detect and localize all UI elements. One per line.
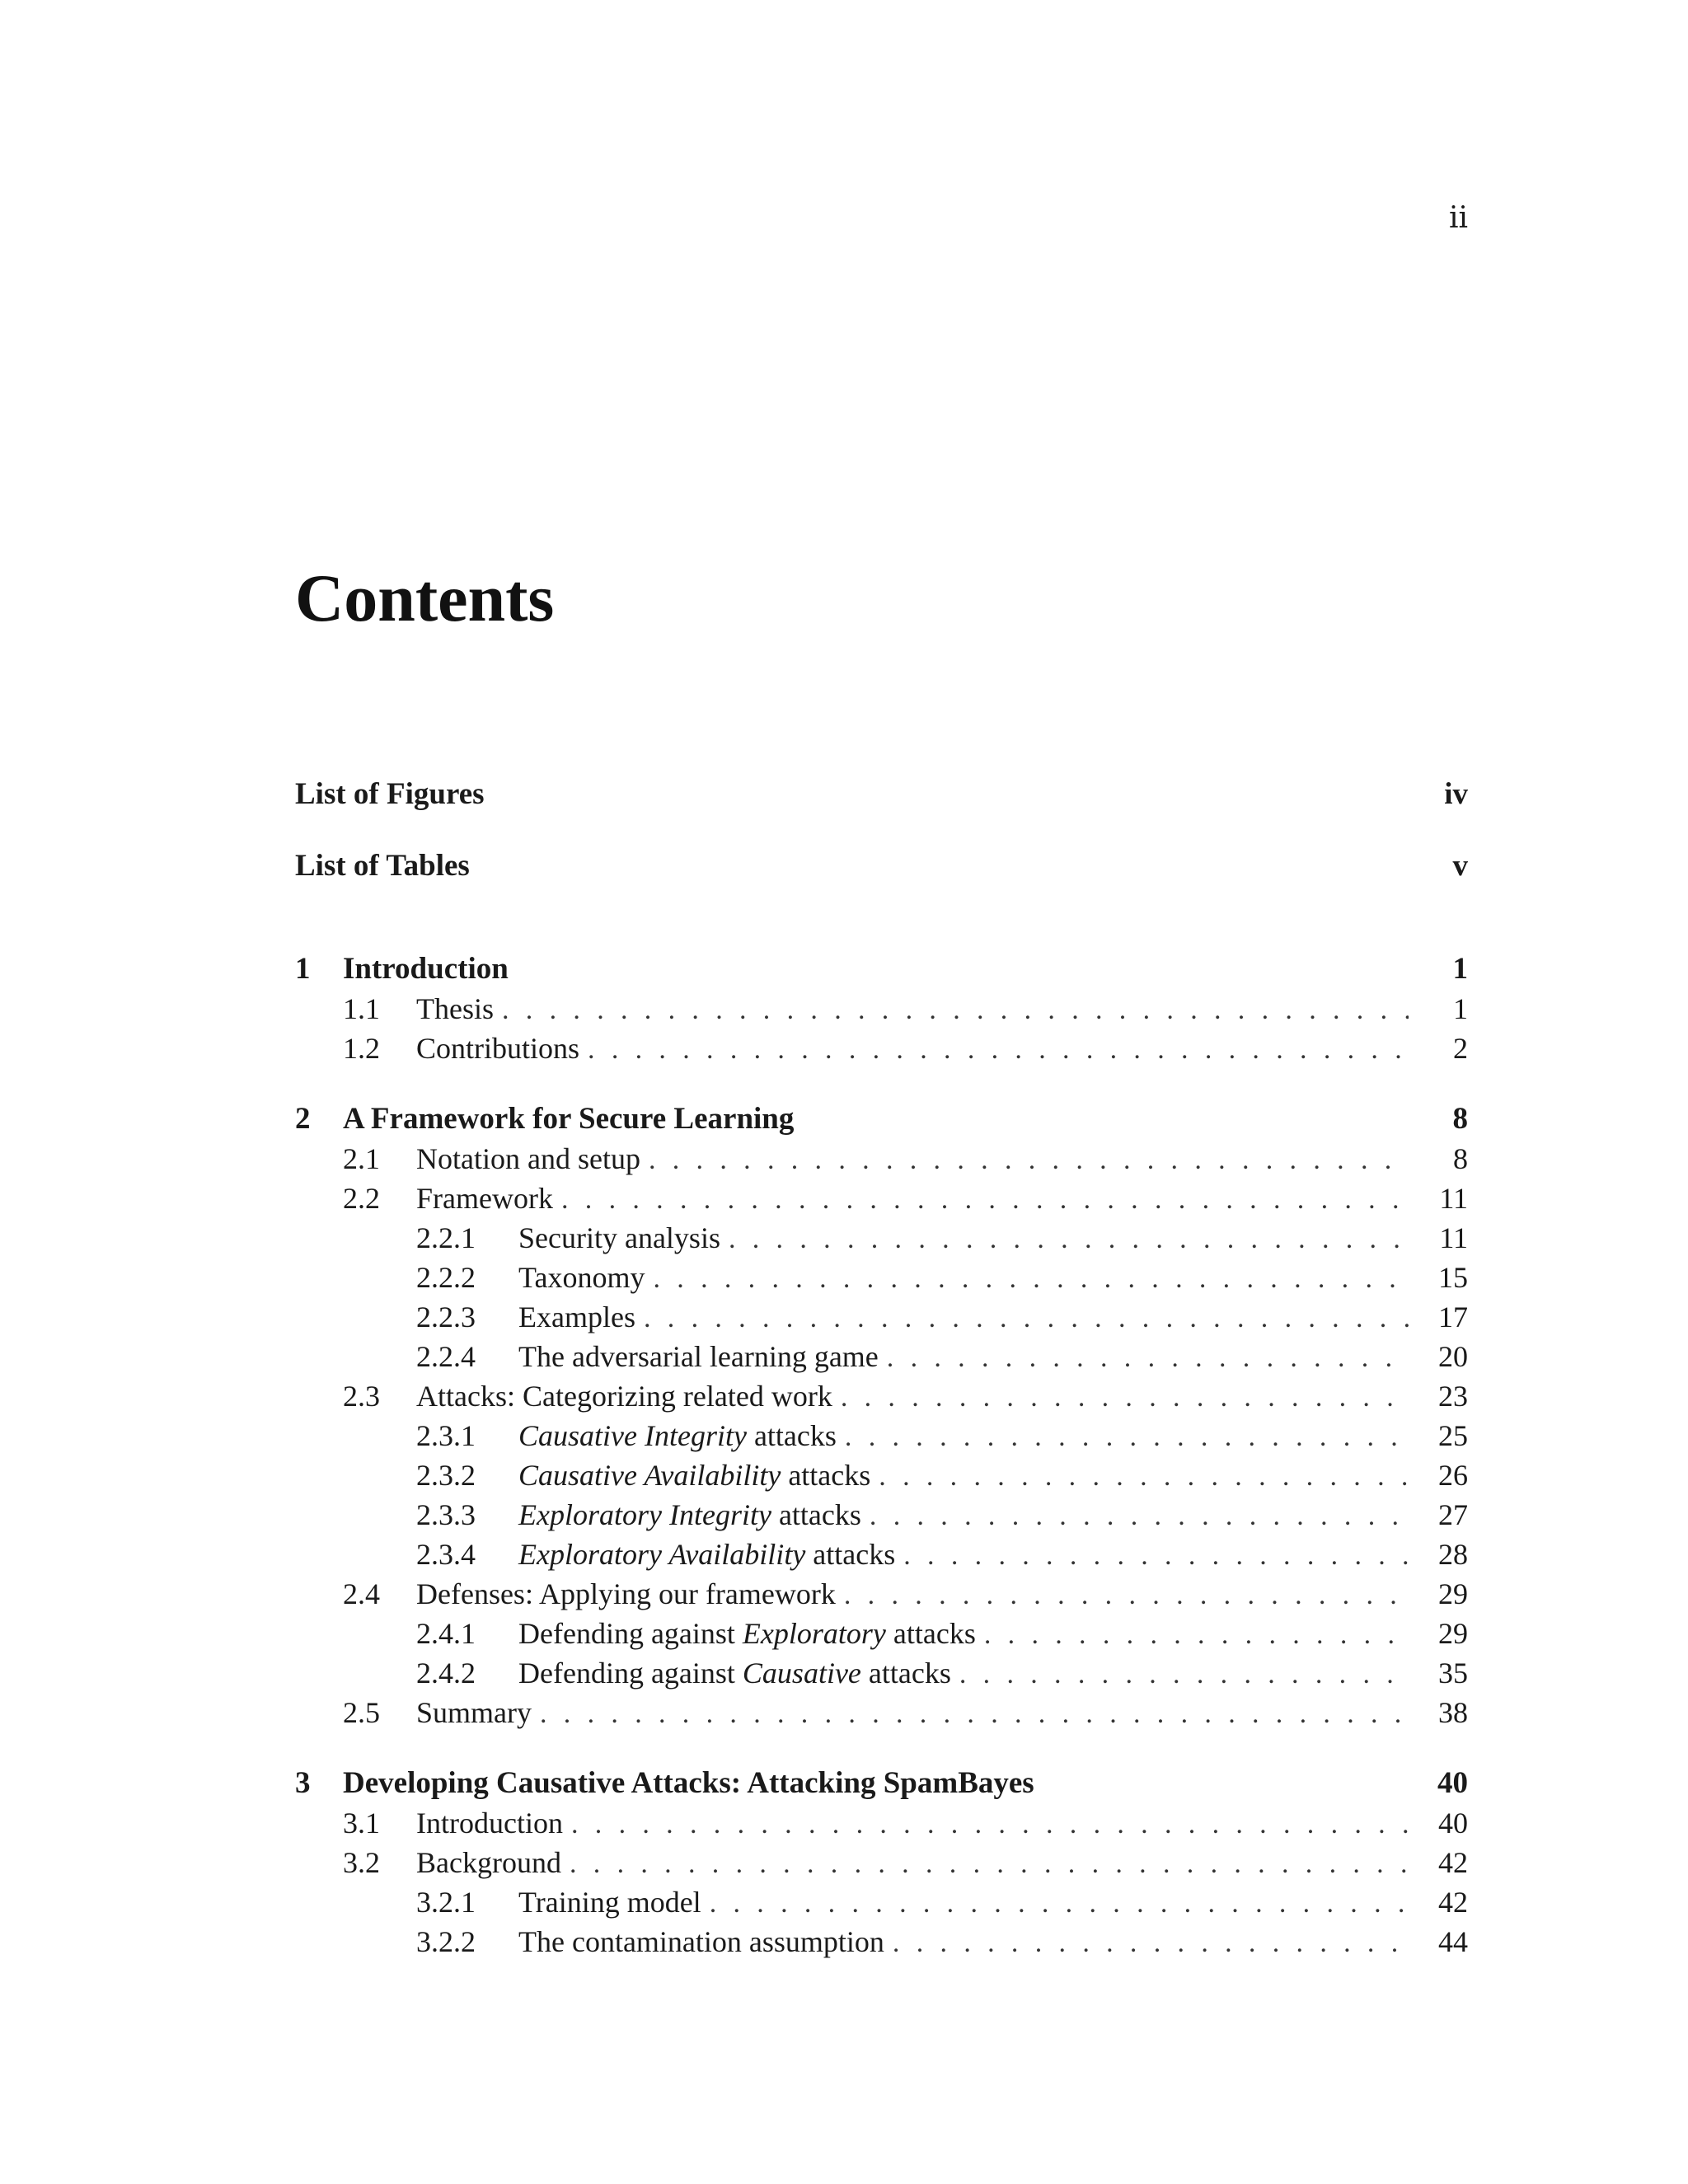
toc-entry-subsec[interactable] — [295, 1657, 1468, 1696]
dot-leader — [879, 1342, 1409, 1375]
toc-entry-page: 29 — [1438, 1617, 1468, 1650]
toc-entry-sec[interactable] — [295, 1696, 1468, 1736]
toc-entry-page: 2 — [1453, 1032, 1468, 1065]
toc-entry-title-text: A Framework for Secure Learning — [343, 1102, 795, 1136]
toc-entry-number: 2.2.4 — [416, 1340, 476, 1373]
toc-entry-title-text: Summary — [416, 1696, 532, 1729]
toc-entry-subsec[interactable] — [295, 1925, 1468, 1965]
dot-leader — [861, 1500, 1409, 1533]
toc-entry-title-text: attacks — [771, 1498, 861, 1531]
toc-entry-chapter[interactable] — [295, 953, 1468, 992]
toc-entry-page: 28 — [1438, 1538, 1468, 1571]
toc-entry-subsec[interactable] — [295, 1498, 1468, 1538]
toc-entry-page: 40 — [1437, 1766, 1468, 1800]
toc-entry-number: 2.2 — [343, 1182, 380, 1215]
page-title: Contents — [295, 560, 555, 635]
toc-entry-number: 2.3.3 — [416, 1498, 476, 1531]
page-number: ii — [1448, 201, 1468, 235]
dot-leader — [494, 994, 1409, 1027]
toc-entry-page: 26 — [1438, 1459, 1468, 1492]
dot-leader — [884, 1927, 1409, 1960]
toc-entry-number: 2.4 — [343, 1577, 380, 1610]
toc-entry-page: 42 — [1438, 1886, 1468, 1919]
toc-entry-sec[interactable] — [295, 1142, 1468, 1182]
toc-entry-title-text: Training model — [518, 1886, 701, 1919]
toc-entry-number: 2.2.2 — [416, 1261, 476, 1294]
toc-entry-title — [416, 1846, 561, 1879]
toc-entry-title-text: Notation and setup — [416, 1142, 640, 1175]
toc-entry-page: 20 — [1438, 1340, 1468, 1373]
toc-entry-title — [343, 1103, 794, 1136]
dot-leader — [895, 1540, 1409, 1572]
toc-entry-title — [518, 1261, 645, 1294]
toc-entry-page: 29 — [1438, 1577, 1468, 1610]
toc-entry-number: 2.4.2 — [416, 1657, 476, 1690]
dot-leader — [720, 1223, 1409, 1256]
toc-entry-title — [416, 1577, 836, 1610]
toc-entry-title — [416, 1696, 532, 1729]
toc-entry-title-italic: Causative Integrity — [518, 1419, 747, 1452]
toc-entry-page: 23 — [1438, 1380, 1468, 1413]
toc-entry-title-text: Taxonomy — [518, 1261, 645, 1294]
dot-leader — [701, 1887, 1409, 1920]
dot-leader — [645, 1263, 1409, 1296]
toc-entry-subsec[interactable] — [295, 1340, 1468, 1380]
toc-entry-subsec[interactable] — [295, 1261, 1468, 1301]
table-of-contents — [295, 778, 1468, 1965]
toc-entry-number: 2.5 — [343, 1696, 380, 1729]
toc-entry-sec[interactable] — [295, 1807, 1468, 1846]
toc-entry-page: 11 — [1439, 1182, 1468, 1215]
toc-entry-page: 8 — [1452, 1102, 1468, 1136]
toc-entry-page: 27 — [1438, 1498, 1468, 1531]
dot-leader — [563, 1808, 1409, 1841]
toc-entry-subsec[interactable] — [295, 1419, 1468, 1459]
toc-entry-page: 11 — [1439, 1221, 1468, 1254]
toc-entry-chapter[interactable] — [295, 1767, 1468, 1807]
toc-entry-number: 2.3.2 — [416, 1459, 476, 1492]
toc-entry-title-text: attacks — [805, 1538, 896, 1571]
toc-entry-title-text: attacks — [885, 1617, 976, 1650]
toc-entry-title — [518, 1459, 870, 1492]
dot-leader — [561, 1848, 1409, 1881]
toc-entry-title — [416, 1142, 640, 1175]
toc-entry-title-italic: Causative Availability — [518, 1459, 781, 1492]
toc-entry-title — [416, 992, 494, 1025]
toc-entry-number: 1.1 — [343, 992, 380, 1025]
toc-entry-page: 1 — [1453, 992, 1468, 1025]
toc-entry-title-text: attacks — [860, 1657, 951, 1690]
toc-entry-title — [416, 1380, 832, 1413]
toc-entry-title-italic: Causative — [742, 1657, 861, 1690]
toc-entry-title — [295, 850, 470, 883]
toc-entry-title-text: Introduction — [343, 952, 509, 986]
toc-entry-title-text: Developing Causative Attacks: Attacking SpamBayes — [343, 1766, 1034, 1800]
toc-entry-title — [343, 1767, 1034, 1800]
dot-leader — [976, 1619, 1409, 1652]
dot-leader — [640, 1144, 1409, 1177]
toc-entry-number: 3 — [295, 1766, 311, 1800]
toc-entry-number: 3.1 — [343, 1807, 380, 1840]
toc-entry-number: 1 — [295, 952, 311, 986]
toc-entry-subsec[interactable] — [295, 1886, 1468, 1925]
dot-leader — [635, 1302, 1409, 1335]
dot-leader — [836, 1579, 1409, 1612]
toc-entry-page: 40 — [1438, 1807, 1468, 1840]
toc-entry-page: 44 — [1438, 1925, 1468, 1958]
toc-entry-page: 25 — [1438, 1419, 1468, 1452]
toc-entry-number: 2.4.1 — [416, 1617, 476, 1650]
toc-entry-title — [518, 1538, 895, 1571]
toc-entry-number: 3.2.1 — [416, 1886, 476, 1919]
toc-entry-page: 15 — [1438, 1261, 1468, 1294]
toc-entry-title-text: Examples — [518, 1301, 635, 1333]
toc-entry-sec[interactable] — [295, 1380, 1468, 1419]
toc-entry-title — [518, 1886, 701, 1919]
toc-entry-title — [518, 1301, 635, 1333]
toc-entry-title-text: Security analysis — [518, 1221, 720, 1254]
toc-entry-title-text: Contributions — [416, 1032, 580, 1065]
toc-entry-title-text: Introduction — [416, 1807, 563, 1840]
toc-entry-sec[interactable] — [295, 1846, 1468, 1886]
toc-entry-number: 2 — [295, 1102, 311, 1136]
toc-entry-subsec[interactable] — [295, 1538, 1468, 1577]
toc-entry-title — [518, 1221, 720, 1254]
toc-entry-page: 17 — [1438, 1301, 1468, 1333]
toc-entry-title — [518, 1657, 951, 1690]
toc-entry-title — [518, 1498, 861, 1531]
toc-entry-title — [518, 1925, 884, 1958]
toc-entry-title — [295, 778, 485, 811]
dot-leader — [870, 1460, 1409, 1493]
toc-entry-chapter[interactable] — [295, 1103, 1468, 1142]
toc-entry-number: 2.2.1 — [416, 1221, 476, 1254]
toc-entry-title — [416, 1807, 563, 1840]
toc-entry-number: 2.3.4 — [416, 1538, 476, 1571]
toc-entry-top[interactable] — [295, 850, 1468, 921]
toc-entry-subsec[interactable] — [295, 1617, 1468, 1657]
toc-entry-title — [518, 1617, 976, 1650]
toc-entry-title-text: The adversarial learning game — [518, 1340, 879, 1373]
toc-entry-title-text: attacks — [746, 1419, 837, 1452]
toc-entry-subsec[interactable] — [295, 1459, 1468, 1498]
toc-entry-title-text: Thesis — [416, 992, 494, 1025]
dot-leader — [832, 1381, 1409, 1414]
toc-entry-subsec[interactable] — [295, 1221, 1468, 1261]
toc-entry-page: v — [1452, 849, 1468, 883]
toc-entry-number: 3.2.2 — [416, 1925, 476, 1958]
toc-entry-title — [343, 953, 509, 986]
toc-entry-title-italic: Exploratory Integrity — [518, 1498, 771, 1531]
toc-entry-title — [518, 1340, 879, 1373]
toc-entry-sec[interactable] — [295, 992, 1468, 1032]
toc-entry-sec[interactable] — [295, 1182, 1468, 1221]
toc-entry-title-prefix: Defending against — [518, 1657, 743, 1690]
toc-entry-page: 8 — [1453, 1142, 1468, 1175]
toc-entry-sec[interactable] — [295, 1577, 1468, 1617]
toc-entry-page: iv — [1444, 777, 1468, 811]
toc-entry-title-italic: Exploratory — [742, 1617, 886, 1650]
toc-entry-number: 2.2.3 — [416, 1301, 476, 1333]
toc-entry-title — [416, 1182, 553, 1215]
toc-entry-title-text: attacks — [781, 1459, 871, 1492]
toc-entry-top[interactable] — [295, 778, 1468, 850]
dot-leader — [553, 1183, 1409, 1216]
toc-entry-page: 42 — [1438, 1846, 1468, 1879]
toc-entry-title-text: List of Tables — [295, 849, 470, 883]
toc-entry-title — [518, 1419, 837, 1452]
toc-entry-number: 1.2 — [343, 1032, 380, 1065]
toc-entry-page: 1 — [1452, 952, 1468, 986]
toc-entry-subsec[interactable] — [295, 1301, 1468, 1340]
dot-leader — [951, 1658, 1409, 1691]
toc-entry-title-text: Attacks: Categorizing related work — [416, 1380, 832, 1413]
toc-entry-sec[interactable] — [295, 1032, 1468, 1071]
toc-entry-page: 38 — [1438, 1696, 1468, 1729]
toc-entry-page: 35 — [1438, 1657, 1468, 1690]
toc-entry-title-text: Framework — [416, 1182, 553, 1215]
toc-entry-title — [416, 1032, 579, 1065]
dot-leader — [532, 1698, 1409, 1731]
toc-entry-title-prefix: Defending against — [518, 1617, 743, 1650]
toc-entry-number: 3.2 — [343, 1846, 380, 1879]
toc-entry-number: 2.1 — [343, 1142, 380, 1175]
toc-entry-title-text: List of Figures — [295, 777, 485, 811]
dot-leader — [837, 1421, 1409, 1454]
dot-leader — [579, 1033, 1409, 1066]
toc-entry-title-text: The contamination assumption — [518, 1925, 884, 1958]
toc-entry-number: 2.3.1 — [416, 1419, 476, 1452]
toc-entry-number: 2.3 — [343, 1380, 380, 1413]
toc-entry-title-text: Defenses: Applying our framework — [416, 1577, 836, 1610]
toc-entry-title-text: Background — [416, 1846, 561, 1879]
toc-entry-title-italic: Exploratory Availability — [518, 1538, 806, 1571]
